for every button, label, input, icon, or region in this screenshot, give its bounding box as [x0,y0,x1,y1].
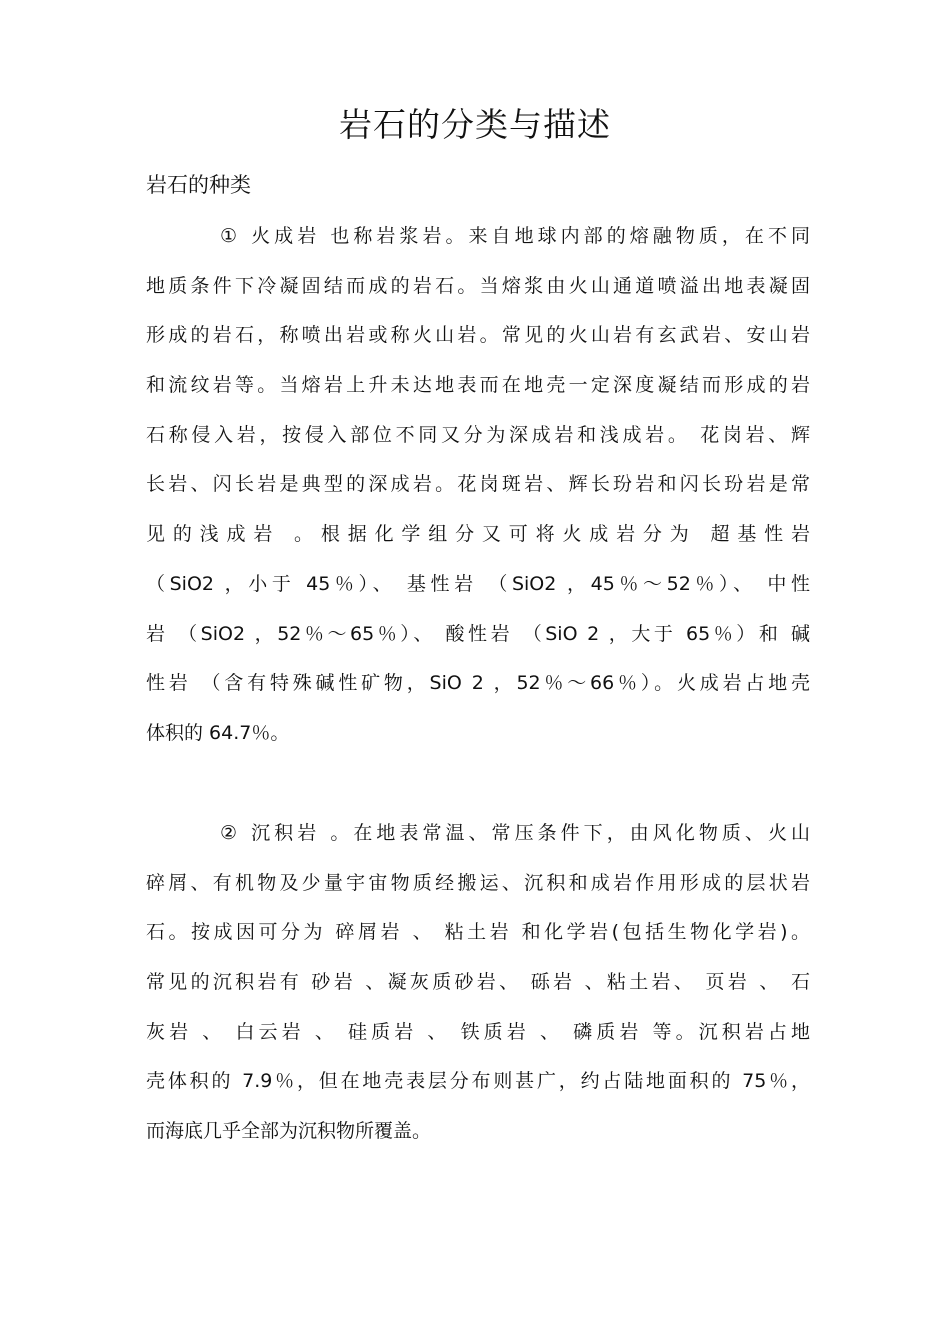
paragraph-igneous-rock [146,221,810,768]
paragraph-line: 形成的岩石，称喷出岩或称火山岩。常见的火山岩有玄武岩、安山岩 [146,324,810,347]
paragraph-sedimentary-rock [146,818,810,1166]
paragraph-line: 壳体积的 7.9％，但在地壳表层分布则甚广，约占陆地面积的 75％， [146,1070,810,1093]
document-title: 岩石的分类与描述 [339,105,611,144]
paragraph-line: 地质条件下冷凝固结而成的岩石。当熔浆由火山通道喷溢出地表凝固 [146,274,810,297]
section-heading: 岩石的种类 [146,173,251,197]
paragraph-line: 岩 （SiO2 ，52％～65％）、 酸性岩 （SiO 2 ，大于 65％）和 碱 [146,622,810,645]
paragraph-line: 性岩 （含有特殊碱性矿物，SiO 2 ，52％～66％）。火成岩占地壳 [146,672,810,695]
paragraph-line: 石称侵入岩，按侵入部位不同又分为深成岩和浅成岩。 花岗岩、辉 [146,423,810,446]
paragraph-line: 而海底几乎全部为沉积物所覆盖。 [146,1120,432,1143]
paragraph-line: 长岩、闪长岩是典型的深成岩。花岗斑岩、辉长玢岩和闪长玢岩是常 [146,473,810,496]
paragraph-line: 体积的 64.7％。 [146,721,290,744]
paragraph-line: ① 火成岩 也称岩浆岩。来自地球内部的熔融物质，在不同 [220,225,810,247]
paragraph-line: ② 沉积岩 。在地表常温、常压条件下，由风化物质、火山 [220,822,810,844]
paragraph-line: 石。按成因可分为 碎屑岩 、 粘土岩 和化学岩(包括生物化学岩)。 [146,921,810,944]
paragraph-line: 碎屑、有机物及少量宇宙物质经搬运、沉积和成岩作用形成的层状岩 [146,871,810,894]
paragraph-line: 见的浅成岩 。根据化学组分又可将火成岩分为 超基性岩 [146,523,810,546]
paragraph-line: 常见的沉积岩有 砂岩 、凝灰质砂岩、 砾岩 、粘土岩、 页岩 、 石 [146,971,810,994]
paragraph-line: （SiO2 ，小于 45％）、 基性岩 （SiO2 ，45％～52％）、 中性 [146,572,810,595]
paragraph-line: 灰岩 、 白云岩 、 硅质岩 、 铁质岩 、 磷质岩 等。沉积岩占地 [146,1020,810,1043]
paragraph-line: 和流纹岩等。当熔岩上升未达地表而在地壳一定深度凝结而形成的岩 [146,374,810,397]
